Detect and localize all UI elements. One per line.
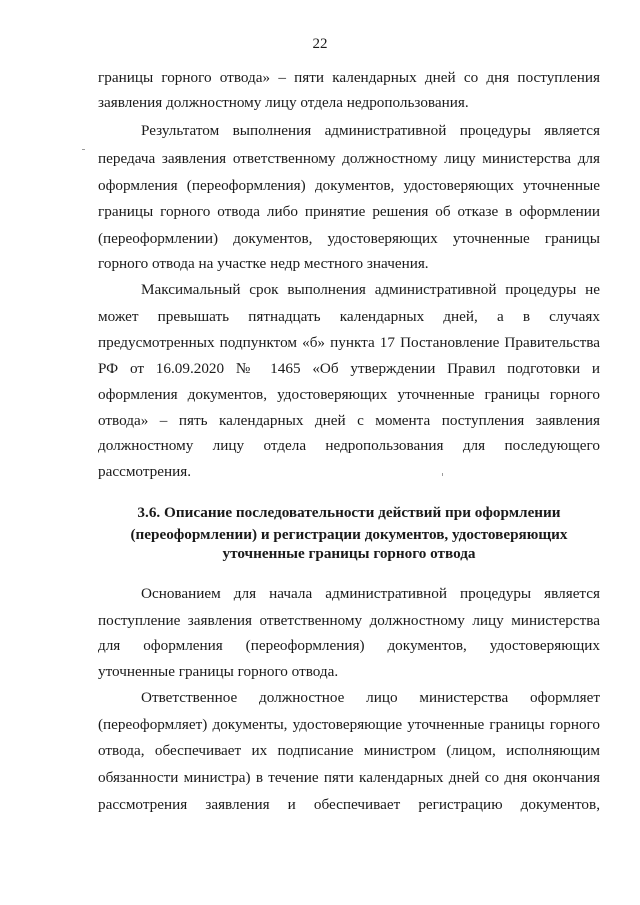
page-number: 22 — [312, 36, 328, 52]
text-line: отвода» – пять календарных дней с момента поступления заявления — [98, 412, 600, 429]
text-line: оформления документов, удостоверяющих уточненные границы горного — [98, 386, 600, 403]
text-line: оформления (переоформления) документов, удостоверяющих уточненные — [98, 177, 600, 194]
text-line: границы горного отвода» – пяти календарных дней со дня поступления — [98, 69, 600, 86]
text-line: (переоформлении) документов, удостоверяющих уточненные границы — [98, 230, 600, 247]
text-line: может превышать пятнадцать календарных дней, а в случаях — [98, 308, 600, 325]
scan-speck — [82, 149, 85, 150]
text-line: рассмотрения. — [98, 463, 192, 480]
text-line: отвода, обеспечивает их подписание министром (лицом, исполняющим — [98, 742, 600, 759]
text-line: Основанием для начала административной процедуры является — [141, 585, 600, 602]
text-line: уточненные границы горного отвода. — [98, 663, 339, 680]
text-line: передача заявления ответственному должностному лицу министерства для — [98, 150, 600, 167]
text-line: границы горного отвода либо принятие решения об отказе в оформлении — [98, 203, 600, 220]
text-line: заявления должностному лицу отдела недропользования. — [98, 94, 469, 111]
text-line: Ответственное должностное лицо министерства оформляет — [141, 689, 600, 706]
scan-speck — [442, 473, 443, 476]
section-heading-line: уточненные границы горного отвода — [222, 545, 476, 562]
text-line: предусмотренных подпунктом «б» пункта 17 Постановление Правительства — [98, 334, 600, 351]
text-line: Максимальный срок выполнения административной процедуры не — [141, 281, 600, 298]
text-line: Результатом выполнения административной процедуры является — [141, 122, 600, 139]
text-line: должностному лицу отдела недропользования для последующего — [98, 437, 600, 454]
text-line: РФ от 16.09.2020 № 1465 «Об утверждении Правил подготовки и — [98, 360, 600, 377]
text-line: (переоформляет) документы, удостоверяющие уточненные границы горного — [98, 716, 600, 733]
text-line: обязанности министра) в течение пяти календарных дней со дня окончания — [98, 769, 600, 786]
section-heading-line: 3.6. Описание последовательности действий при оформлении — [137, 504, 561, 521]
text-line: рассмотрения заявления и обеспечивает регистрацию документов, — [98, 796, 600, 813]
text-line: поступление заявления ответственному должностному лицу министерства — [98, 612, 600, 629]
text-line: для оформления (переоформления) документов, удостоверяющих — [98, 637, 600, 654]
section-heading-line: (переоформлении) и регистрации документов, удостоверяющих — [130, 526, 568, 543]
text-line: горного отвода на участке недр местного значения. — [98, 255, 429, 272]
